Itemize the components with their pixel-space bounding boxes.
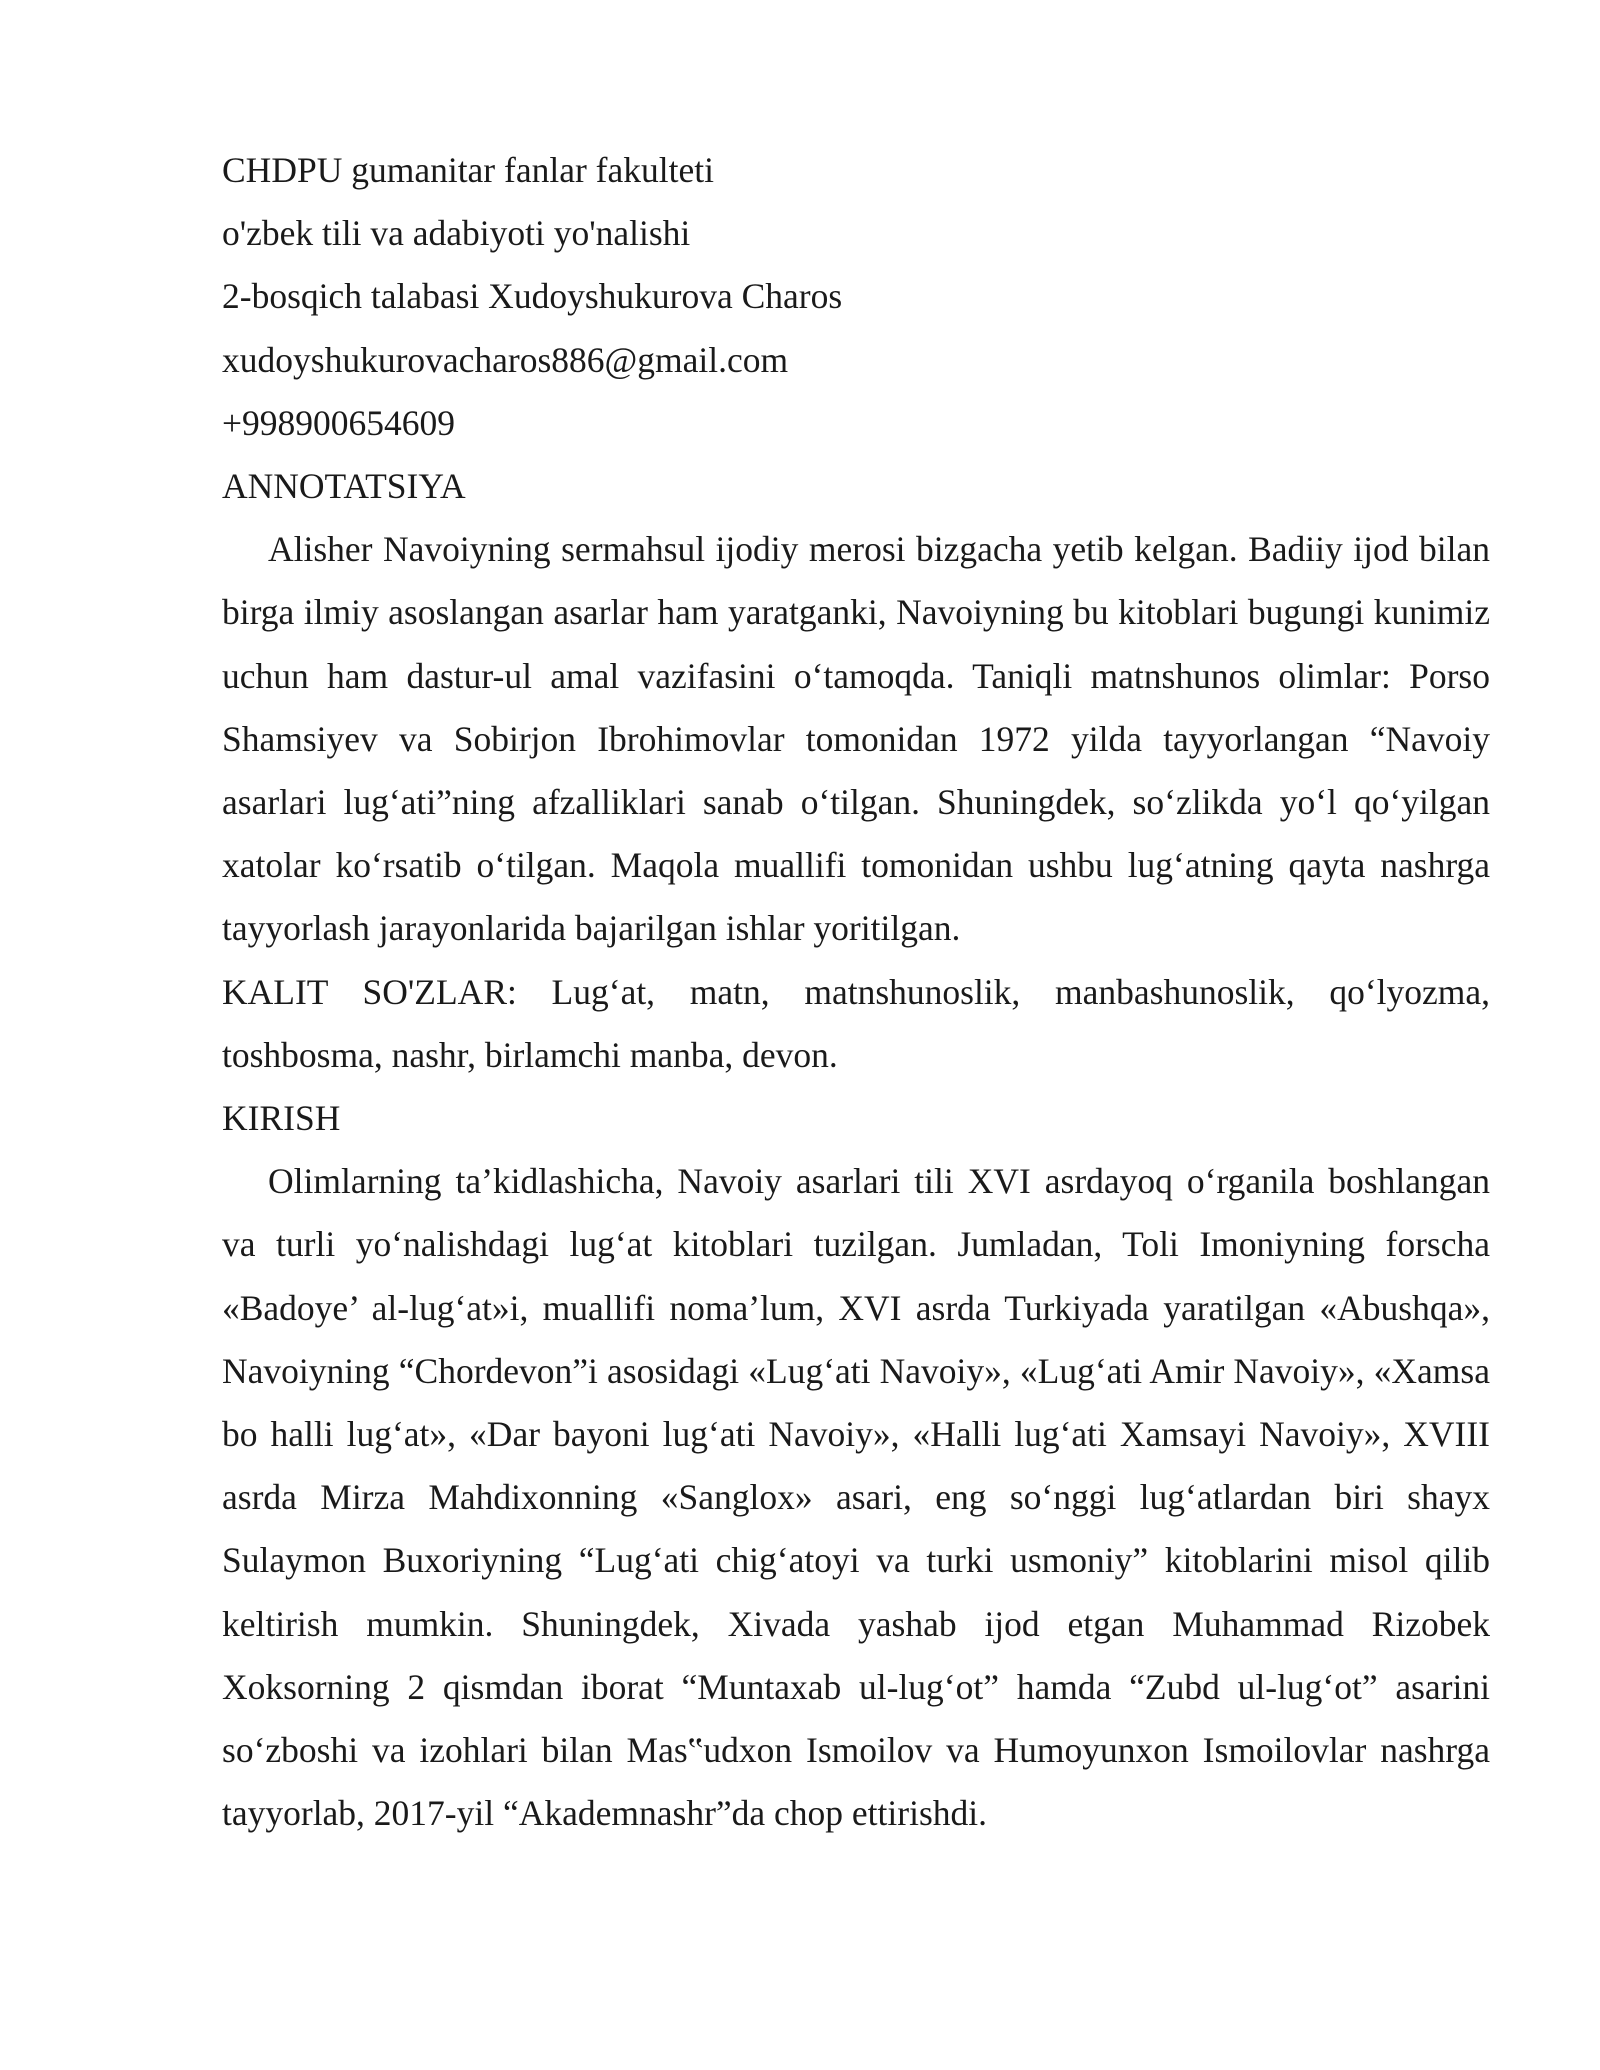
annotation-heading: ANNOTATSIYA <box>222 466 466 507</box>
keywords-paragraph: KALIT SO'ZLAR: Lug‘at, matn, matnshunoslik, manbashunoslik, qo‘lyozma, toshbosma, nashr, birlamchi manba, devon. <box>222 971 1490 1075</box>
introduction-paragraph: Olimlarning ta’kidlashicha, Navoiy asarlari tili XVI asrdayoq o‘rganila boshlangan va turli yo‘nalishdagi lug‘at kitoblari tuzilgan. Jumladan, Toli Imoniyning forscha «Badoye’ al-lug‘at»i, muallifi noma’lum, XVI asrda Turkiyada yaratilgan «Abushqa», Navoiyning “Chordevon”i asosidagi «Lug‘ati Navoiy», «Lug‘ati Amir Navoiy», «Xamsa bo halli lug‘at», «Dar bayoni lug‘ati Navoiy», «Halli lug‘ati Xamsayi Navoiy», XVIII asrda Mirza Mahdixonning «Sanglox» asari, eng so‘nggi lug‘atlardan biri shayx Sulaymon Buxoriyning “Lug‘ati chig‘atoyi va turki usmoniy” kitoblarini misol qilib keltirish mumkin. Shuningdek, Xivada yashab ijod etgan Muhammad Rizobek Xoksorning 2 qismdan iborat “Muntaxab ul-lug‘ot” hamda “Zubd ul-lug‘ot” asarini so‘zboshi va izohlari bilan Mas‟udxon Ismoilov va Humoyunxon Ismoilovlar nashrga tayyorlab, 2017-yil “Akademnashr”da chop ettirishdi. <box>222 1161 1490 1834</box>
document-body <box>222 139 1490 1845</box>
student-line: 2-bosqich talabasi Xudoyshukurova Charos <box>222 276 843 317</box>
faculty-line: CHDPU gumanitar fanlar fakulteti <box>222 150 714 190</box>
annotation-paragraph: Alisher Navoiyning sermahsul ijodiy merosi bizgacha yetib kelgan. Badiiy ijod bilan birga ilmiy asoslangan asarlar ham yaratganki, Navoiyning bu kitoblari bugungi kunimiz uchun ham dastur-ul amal vazifasini o‘tamoqda. Taniqli matnshunos olimlar: Porso Shamsiyev va Sobirjon Ibrohimovlar tomonidan 1972 yilda tayyorlangan “Navoiy asarlari lug‘ati”ning afzalliklari sanab o‘tilgan. Shuningdek, so‘zlikda yo‘l qo‘yilgan xatolar ko‘rsatib o‘tilgan. Maqola muallifi tomonidan ushbu lug‘atning qayta nashrga tayyorlash jarayonlarida bajarilgan ishlar yoritilgan. <box>222 529 1490 949</box>
direction-line: o'zbek tili va adabiyoti yo'nalishi <box>222 213 691 254</box>
email-line: xudoyshukurovacharos886@gmail.com <box>222 339 789 380</box>
introduction-heading: KIRISH <box>222 1098 341 1139</box>
phone-line: +998900654609 <box>222 402 456 443</box>
